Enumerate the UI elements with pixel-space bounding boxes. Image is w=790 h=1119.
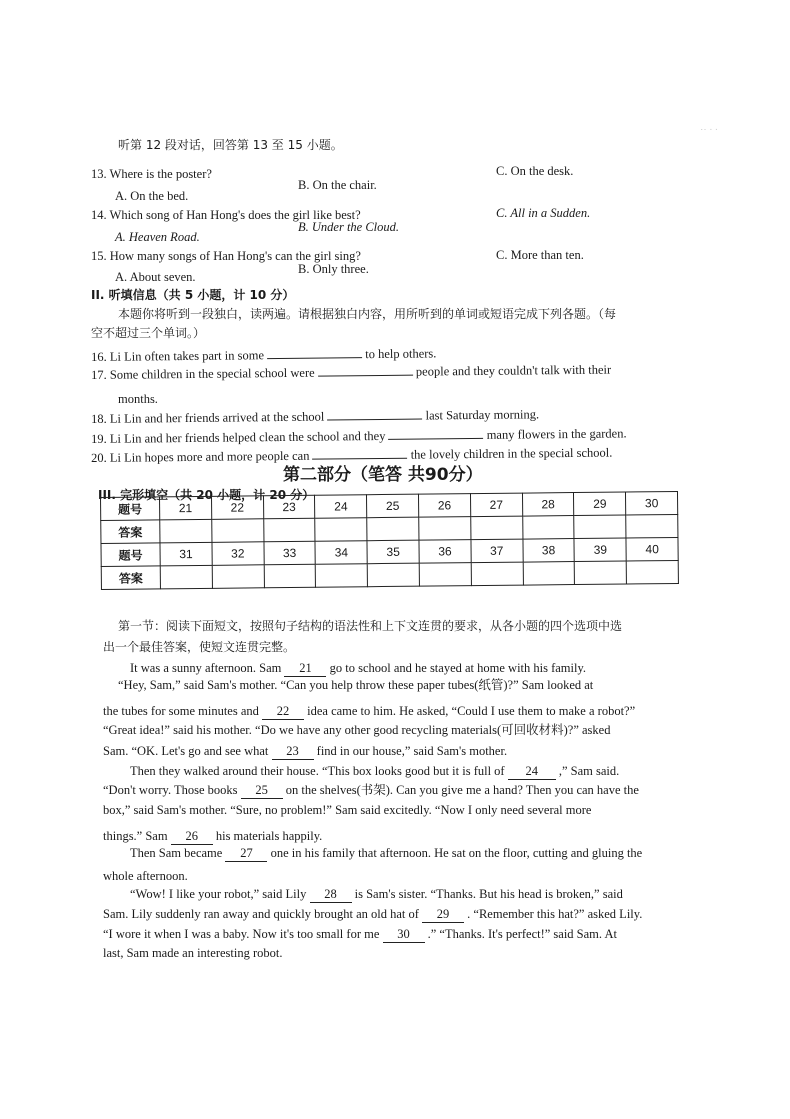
cloze-instruction-2: 出一个最佳答案，使短文连贯完整。 bbox=[103, 640, 296, 654]
grid-number: 29 bbox=[574, 492, 626, 516]
question-15: 15. How many songs of Han Hong's can the girl sing? bbox=[91, 249, 361, 263]
answer-cell[interactable] bbox=[471, 516, 523, 540]
grid-number: 31 bbox=[160, 542, 212, 566]
question-15-option-c: C. More than ten. bbox=[496, 248, 584, 262]
passage-line-10: Then Sam became 27 one in his family that afternoon. He sat on the floor, cutting and gluing the bbox=[130, 846, 643, 860]
grid-number: 32 bbox=[212, 542, 264, 566]
answer-cell[interactable] bbox=[419, 517, 471, 541]
cloze-blank-30[interactable]: 30 bbox=[383, 926, 425, 943]
answer-blank-17[interactable] bbox=[318, 375, 413, 377]
cloze-blank-29[interactable]: 29 bbox=[422, 906, 464, 923]
grid-number: 36 bbox=[419, 540, 471, 564]
answer-cell[interactable] bbox=[522, 516, 574, 540]
item-17: 17. Some children in the special school were people and they couldn't talk with their bbox=[91, 362, 612, 382]
number-label: 题号 bbox=[101, 543, 160, 567]
grid-number: 37 bbox=[471, 539, 523, 563]
answer-cell[interactable] bbox=[626, 514, 678, 538]
answer-grid bbox=[100, 491, 679, 590]
grid-number: 34 bbox=[315, 541, 367, 565]
cloze-blank-25[interactable]: 25 bbox=[241, 782, 283, 799]
answer-blank-18[interactable] bbox=[327, 419, 422, 421]
answer-cell[interactable] bbox=[160, 519, 212, 543]
grid-number: 40 bbox=[626, 537, 678, 561]
passage-line-12: “Wow! I like your robot,” said Lily 28 is Sam's sister. “Thanks. But his head is broken,” said bbox=[130, 887, 623, 901]
cloze-blank-23[interactable]: 23 bbox=[272, 743, 314, 760]
grid-number: 28 bbox=[522, 493, 574, 517]
answer-label: 答案 bbox=[101, 566, 160, 590]
grid-number: 22 bbox=[211, 496, 263, 520]
section-title: 第二部分（笔答 共90分） bbox=[283, 465, 483, 485]
answer-cell[interactable] bbox=[264, 564, 316, 588]
answer-cell[interactable] bbox=[419, 563, 471, 587]
answer-blank-19[interactable] bbox=[389, 438, 484, 440]
grid-number: 23 bbox=[263, 495, 315, 519]
grid-number: 33 bbox=[264, 541, 316, 565]
passage-line-9: things.” Sam 26 his materials happily. bbox=[103, 829, 323, 843]
answer-cell[interactable] bbox=[316, 564, 368, 588]
listening-intro: 听第 12 段对话，回答第 13 至 15 小题。 bbox=[118, 138, 343, 152]
cloze-title: III. 完形填空（共 20 小题，计 20 分） bbox=[98, 488, 315, 502]
cloze-blank-26[interactable]: 26 bbox=[171, 828, 213, 845]
passage-line-7: “Don't worry. Those books 25 on the shelves(书架). Can you give me a hand? Then you can have the bbox=[103, 783, 639, 797]
grid-number: 38 bbox=[523, 539, 575, 563]
item-18: 18. Li Lin and her friends arrived at the school last Saturday morning. bbox=[91, 407, 540, 426]
passage-line-1: It was a sunny afternoon. Sam 21 go to school and he stayed at home with his family. bbox=[130, 661, 587, 675]
passage-line-3: the tubes for some minutes and 22 idea came to him. He asked, “Could I use them to make a robot?” bbox=[103, 704, 636, 718]
answer-cell[interactable] bbox=[574, 515, 626, 539]
part2-instruction-1: 本题你将听到一段独白，读两遍。请根据独白内容，用所听到的单词或短语完成下列各题。（每 bbox=[118, 307, 617, 321]
answer-cell[interactable] bbox=[523, 562, 575, 586]
question-15-option-a: A. About seven. bbox=[115, 270, 196, 284]
item-19: 19. Li Lin and her friends helped clean the school and they many flowers in the garden. bbox=[91, 426, 627, 446]
answer-row bbox=[101, 560, 678, 589]
cloze-blank-21[interactable]: 21 bbox=[284, 660, 326, 677]
grid-number: 30 bbox=[626, 491, 678, 515]
question-14: 14. Which song of Han Hong's does the girl like best? bbox=[91, 208, 361, 222]
grid-number: 24 bbox=[315, 495, 367, 519]
question-14-option-c: C. All in a Sudden. bbox=[496, 206, 591, 220]
answer-cell[interactable] bbox=[626, 560, 678, 584]
answer-label: 答案 bbox=[101, 520, 160, 544]
passage-line-13: Sam. Lily suddenly ran away and quickly brought an old hat of 29 . “Remember this hat?” asked Lily. bbox=[103, 907, 643, 921]
grid-number: 25 bbox=[367, 494, 419, 518]
passage-line-15: last, Sam made an interesting robot. bbox=[103, 946, 283, 960]
answer-cell[interactable] bbox=[471, 562, 523, 586]
grid-number: 35 bbox=[367, 540, 419, 564]
question-14-option-b: B. Under the Cloud. bbox=[298, 220, 400, 234]
part2-instruction-2: 空不超过三个单词。） bbox=[91, 326, 206, 340]
grid-number: 21 bbox=[160, 496, 212, 520]
passage-line-2: “Hey, Sam,” said Sam's mother. “Can you help throw these paper tubes(纸管)?” Sam looked at bbox=[118, 678, 594, 692]
passage-line-14: “I wore it when I was a baby. Now it's too small for me 30 .” “Thanks. It's perfect!” said Sam. At bbox=[103, 927, 617, 941]
grid-number: 27 bbox=[470, 493, 522, 517]
answer-cell[interactable] bbox=[212, 519, 264, 543]
answer-blank-16[interactable] bbox=[267, 357, 362, 359]
answer-cell[interactable] bbox=[367, 563, 419, 587]
answer-cell[interactable] bbox=[212, 565, 264, 589]
cloze-instruction-1: 第一节：阅读下面短文，按照句子结构的语法性和上下文连贯的要求，从各小题的四个选项中选 bbox=[118, 619, 623, 633]
number-label: 题号 bbox=[101, 497, 160, 521]
passage-line-11: whole afternoon. bbox=[103, 869, 188, 883]
question-13-option-c: C. On the desk. bbox=[496, 164, 574, 178]
item-20: 20. Li Lin hopes more and more people can the lovely children in the special school. bbox=[91, 445, 613, 465]
cloze-blank-28[interactable]: 28 bbox=[310, 886, 352, 903]
item-17-continuation: months. bbox=[118, 392, 158, 406]
passage-line-6: Then they walked around their house. “This box looks good but it is full of 24 ,” Sam said. bbox=[130, 764, 620, 778]
passage-line-5: Sam. “OK. Let's go and see what 23 find in our house,” said Sam's mother. bbox=[103, 744, 508, 758]
bleed-through-text: ‥ . . bbox=[700, 122, 718, 133]
cloze-blank-27[interactable]: 27 bbox=[225, 845, 267, 862]
question-13-option-b: B. On the chair. bbox=[298, 178, 377, 192]
cloze-blank-24[interactable]: 24 bbox=[508, 763, 556, 780]
question-15-option-b: B. Only three. bbox=[298, 262, 369, 276]
passage-line-8: box,” said Sam's mother. “Sure, no problem!” Sam said excitedly. “Now I only need several more bbox=[103, 803, 592, 817]
passage-line-4: “Great idea!” said his mother. “Do we have any other good recycling materials(可回收材料)?” asked bbox=[103, 723, 611, 737]
part2-title: II. 听填信息（共 5 小题，计 10 分） bbox=[91, 288, 295, 302]
answer-cell[interactable] bbox=[575, 561, 627, 585]
question-13-option-a: A. On the bed. bbox=[115, 189, 189, 203]
answer-cell[interactable] bbox=[367, 517, 419, 541]
answer-cell[interactable] bbox=[160, 565, 212, 589]
grid-number: 26 bbox=[418, 494, 470, 518]
item-16: 16. Li Lin often takes part in some to help others. bbox=[91, 346, 437, 364]
cloze-blank-22[interactable]: 22 bbox=[262, 703, 304, 720]
grid-number: 39 bbox=[574, 538, 626, 562]
question-13: 13. Where is the poster? bbox=[91, 167, 212, 181]
question-14-option-a: A. Heaven Road. bbox=[115, 230, 200, 244]
answer-cell[interactable] bbox=[263, 518, 315, 542]
answer-cell[interactable] bbox=[315, 518, 367, 542]
